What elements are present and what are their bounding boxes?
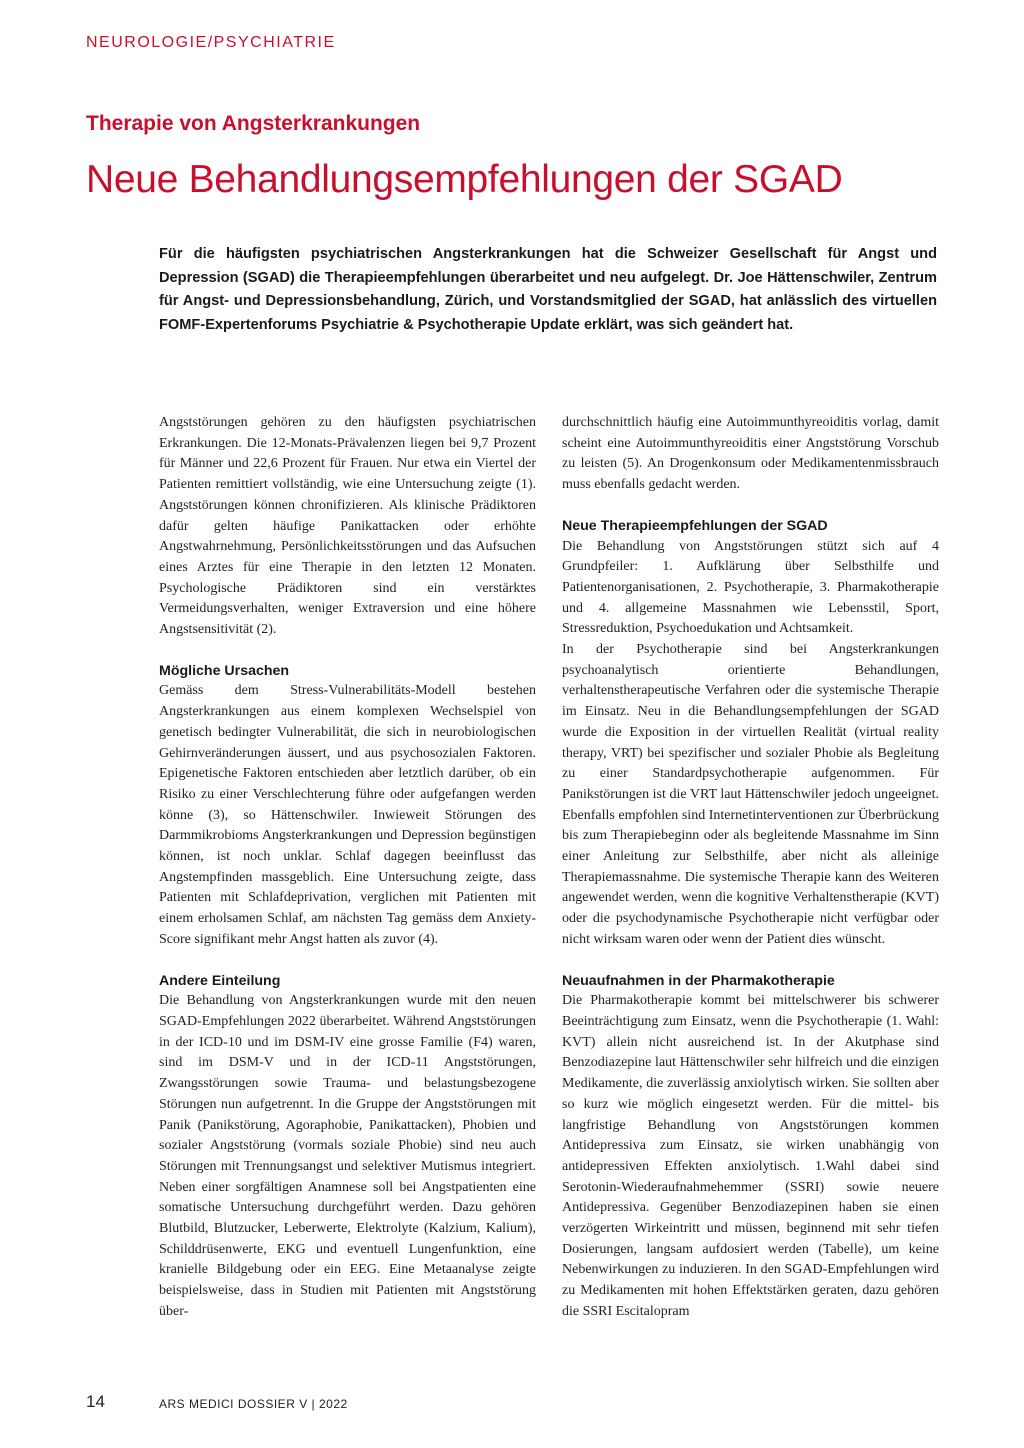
- paragraph: Angststörungen gehören zu den häufigsten psychiatrischen Erkrankungen. Die 12-Monats-Prävalenzen liegen bei 9,7 Prozent für Männer und 22,6 Prozent für Frauen. Nur etwa ein Viertel der Patienten remittiert vollständig, wie eine Untersuchung zeigte (1). Angststörungen können chronifizieren. Als klinische Prädiktoren dafür gelten häufige Panikattacken oder erhöhte Angstwahrnehmung, Persönlichkeitsstörungen und das Aufsuchen eines Arztes für eine Therapie in den letzten 12 Monaten. Psychologische Prädiktoren sind ein verstärktes Vermeidungsverhalten, weniger Extraversion und eine höhere Angstsensitivität (2).: [159, 415, 536, 638]
- section-heading: Andere Einteilung: [159, 972, 281, 989]
- article-lead: Für die häufigsten psychiatrischen Angsterkrankungen hat die Schweizer Gesellschaft für Angst und Depression (SGAD) die Therapieempfehlungen überarbeitet und neu aufgelegt. Dr. Joe Hättenschwiler, Zentrum für Angst- und Depressionsbehandlung, Zürich, und Vorstandsmitglied der SGAD, hat anlässlich des virtuellen FOMF-Expertenforums Psychiatrie & Psychotherapie Update erklärt, was sich geändert hat.: [159, 246, 937, 333]
- paragraph: In der Psychotherapie sind bei Angsterkrankungen psychoanalytisch orientierte Behandlungen, verhaltenstherapeutische Verfahren oder die systemische Therapie im Einsatz. Neu in die Behandlungsempfehlungen der SGAD wurde die Exposition in der virtuellen Realität (virtual reality therapy, VRT) bei spezifischer und sozialer Phobie als Begleitung zu einer Standardpsychotherapie aufgenommen. Für Panikstörungen ist die VRT laut Hättenschwiler jedoch ungeeignet. Ebenfalls empfohlen sind Internetinterventionen zur Überbrückung bis zum Therapiebeginn oder als begleitende Massnahme im Sinn einer Anleitung zur Selbsthilfe, aber nicht als alleinige Therapiemassnahme. Die systemische Therapie kann des Weiteren angewendet werden, wenn die kognitive Verhaltenstherapie (KVT) oder die psychodynamische Psychotherapie nicht verfügbar oder nicht wirksam waren oder wenn der Patient dies wünscht.: [562, 642, 939, 947]
- right-column: [562, 413, 939, 1323]
- section-heading: Mögliche Ursachen: [159, 662, 290, 679]
- section-heading: Neuaufnahmen in der Pharmakotherapie: [562, 972, 835, 989]
- page-number: 14: [86, 1392, 105, 1411]
- paragraph: Die Behandlung von Angsterkrankungen wurde mit den neuen SGAD-Empfehlungen 2022 überarbeitet. Während Angststörungen in der ICD-10 und im DSM-IV eine grosse Familie (F4) waren, sind im DSM-V und in der ICD-11 Angststörungen, Zwangsstörungen sowie Trauma- und belastungsbezogene Störungen nun aufgetrennt. In die Gruppe der Angststörungen mit Panik (Panikstörung, Agoraphobie, Panikattacken), Phobien und sozialer Angststörung (vormals soziale Phobie) sind neu auch Störungen mit Trennungsangst und selektiver Mutismus integriert. Neben einer sorgfältigen Anamnese soll bei Angstpatienten eine somatische Untersuchung durchgeführt werden. Dazu gehören Blutbild, Blutzucker, Leberwerte, Elektrolyte (Kalzium, Kalium), Schilddrüsenwerte, EKG und eventuell Lungenfunktion, eine kranielle Bildgebung oder ein EEG. Eine Metaanalyse zeigte beispielsweise, dass in Studien mit Patienten mit Angststörung über-: [159, 993, 536, 1319]
- section-heading: Neue Therapieempfehlungen der SGAD: [562, 517, 828, 534]
- paragraph: durchschnittlich häufig eine Autoimmunthyreoiditis vorlag, damit scheint eine Autoimmunthyreoiditis einer Angststörung Vorschub zu leisten (5). An Drogenkonsum oder Medikamentenmissbrauch muss ebenfalls gedacht werden.: [562, 415, 939, 493]
- article-kicker: Therapie von Angsterkrankungen: [86, 112, 421, 135]
- paragraph: Gemäss dem Stress-Vulnerabilitäts-Modell bestehen Angsterkrankungen aus einem komplexen Wechselspiel von genetisch bedingter Vulnerabilität, die sich in neurobiologischen Gehirnveränderungen äussert, und aus psychosozialen Faktoren. Epigenetische Faktoren entschieden aber letztlich darüber, ob ein Risiko zu einer Verschlechterung führe oder aufgefangen werden könne (3), so Hättenschwiler. Inwieweit Störungen des Darmmikrobioms Angsterkrankungen und Depression begünstigen können, ist noch unklar. Schlaf dagegen beeinflusst das Angstempfinden massgeblich. Eine Untersuchung zeigte, dass Patienten mit Schlafdeprivation, verglichen mit Patienten mit einem erholsamen Schlaf, am nächsten Tag gemäss dem Anxiety-Score signifikant mehr Angst hatten als zuvor (4).: [159, 683, 536, 947]
- publication-footer: ARS MEDICI DOSSIER V | 2022: [159, 1397, 348, 1411]
- paragraph: Die Pharmakotherapie kommt bei mittelschwerer bis schwerer Beeinträchtigung zum Einsatz, wenn die Psychotherapie (1. Wahl: KVT) allein nicht ausreichend ist. In der Akutphase sind Benzodiazepine laut Hättenschwiler sehr hilfreich und die einzigen Medikamente, die zuverlässig anxiolytisch wirken. Sie sollten aber so kurz wie möglich eingesetzt werden. Für die mittel- bis langfristige Behandlung von Angststörungen kommen Antidepressiva zum Einsatz, sie wirken unabhängig von antidepressiven Effekten anxiolytisch. 1.Wahl dabei sind Serotonin-Wiederaufnahmehemmer (SSRI) sowie neuere Antidepressiva. Gegenüber Benzodiazepinen haben sie einen verzögerten Wirkeintritt und müssen, beginnend mit sehr tiefen Dosierungen, langsam aufdosiert werden (Tabelle), um keine Nebenwirkungen zu induzieren. In den SGAD-Empfehlungen wird zu Medikamenten mit hohen Effektstärken geraten, dazu gehören die SSRI Escitalopram: [562, 993, 939, 1319]
- paragraph: Die Behandlung von Angststörungen stützt sich auf 4 Grundpfeiler: 1. Aufklärung über Selbsthilfe und Patientenorganisationen, 2. Psychotherapie, 3. Pharmakotherapie und 4. allgemeine Massnahmen wie Lebensstil, Sport, Stressreduktion, Psychoedukation und Achtsamkeit.: [562, 538, 939, 637]
- left-column: [159, 413, 536, 1323]
- section-label: NEUROLOGIE/PSYCHIATRIE: [86, 34, 336, 51]
- article-title: Neue Behandlungsempfehlungen der SGAD: [86, 158, 843, 201]
